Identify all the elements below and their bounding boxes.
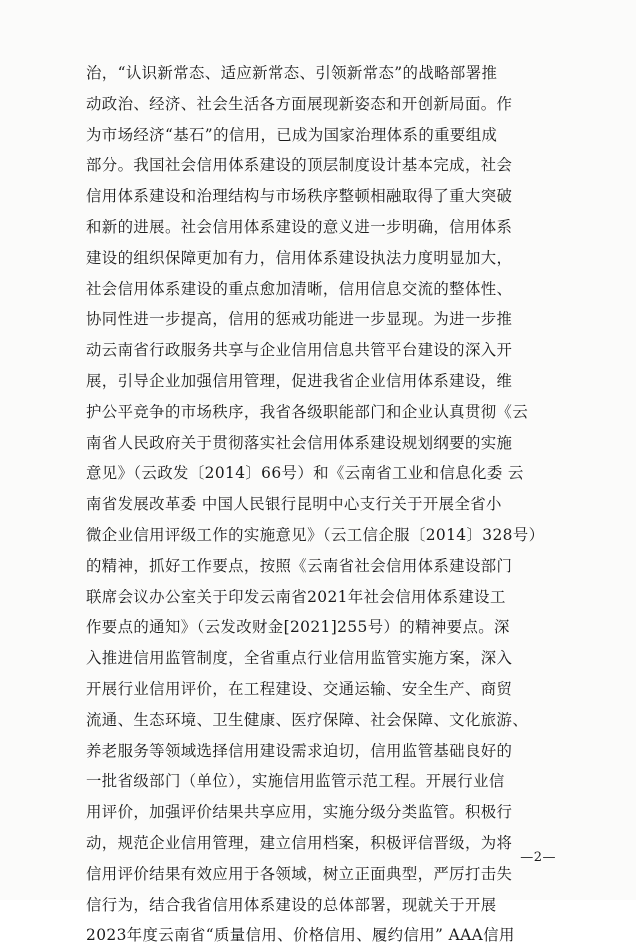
- text-line: 信用体系建设和治理结构与市场秩序整顿相融取得了重大突破: [86, 187, 513, 206]
- text-line: 展，引导企业加强信用管理，促进我省企业信用体系建设，维: [86, 371, 513, 390]
- text-line: 和新的进展。社会信用体系建设的意义进一步明确，信用体系: [86, 217, 513, 236]
- text-line: 流通、生态环境、卫生健康、医疗保障、社会保障、文化旅游、: [86, 710, 529, 729]
- text-line: 护公平竞争的市场秩序，我省各级职能部门和企业认真贯彻《云: [86, 402, 529, 421]
- text-line: 社会信用体系建设的重点愈加清晰，信用信息交流的整体性、: [86, 279, 513, 298]
- text-line: 南省发展改革委 中国人民银行昆明中心支行关于开展全省小: [86, 495, 502, 514]
- text-line: 治，“认识新常态、适应新常态、引领新常态”的战略部署推: [86, 64, 498, 82]
- text-line: 意见》（云政发〔2014〕66号）和《云南省工业和信息化委 云: [86, 464, 524, 483]
- text-line: 作要点的通知》（云发改财金[2021]255号）的精神要点。深: [86, 618, 510, 637]
- body-text: [86, 58, 556, 951]
- text-line: 开展行业信用评价，在工程建设、交通运输、安全生产、商贸: [86, 679, 513, 698]
- text-line: 联席会议办公室关于印发云南省2021年社会信用体系建设工: [86, 587, 506, 606]
- text-line: 协同性进一步提高，信用的惩戒功能进一步显现。为进一步推: [86, 310, 513, 329]
- text-line: 养老服务等领域选择信用建设需求迫切，信用监管基础良好的: [86, 741, 513, 760]
- page-number: —2—: [520, 850, 556, 865]
- text-line: 微企业信用评级工作的实施意见》（云工信企服〔2014〕328号）: [86, 525, 545, 544]
- text-line: 动，规范企业信用管理，建立信用档案，积极评信晋级，为将: [86, 833, 513, 852]
- text-line: 信行为，结合我省信用体系建设的总体部署，现就关于开展: [86, 895, 497, 914]
- text-line: 动云南省行政服务共享与企业信用信息共管平台建设的深入开: [86, 341, 513, 360]
- text-line: 为市场经济“基石”的信用，已成为国家治理体系的重要组成: [86, 125, 498, 144]
- text-line: 用评价，加强评价结果共享应用，实施分级分类监管。积极行: [86, 803, 513, 822]
- text-line: 的精神，抓好工作要点，按照《云南省社会信用体系建设部门: [86, 556, 513, 575]
- text-line: 信用评价结果有效应用于各领域，树立正面典型，严厉打击失: [86, 864, 513, 883]
- text-line: 部分。我国社会信用体系建设的顶层制度设计基本完成，社会: [86, 156, 513, 175]
- text-line: 2023年度云南省“质量信用、价格信用、履约信用” AAA信用: [86, 926, 515, 945]
- text-line: 入推进信用监管制度，全省重点行业信用监管实施方案，深入: [86, 649, 513, 668]
- text-line: 建设的组织保障更加有力，信用体系建设执法力度明显加大，: [86, 248, 513, 267]
- text-line: 一批省级部门（单位），实施信用监管示范工程。开展行业信: [86, 772, 505, 791]
- text-line: 动政治、经济、社会生活各方面展现新姿态和开创新局面。作: [86, 94, 513, 113]
- text-line: 南省人民政府关于贯彻落实社会信用体系建设规划纲要的实施: [86, 433, 513, 452]
